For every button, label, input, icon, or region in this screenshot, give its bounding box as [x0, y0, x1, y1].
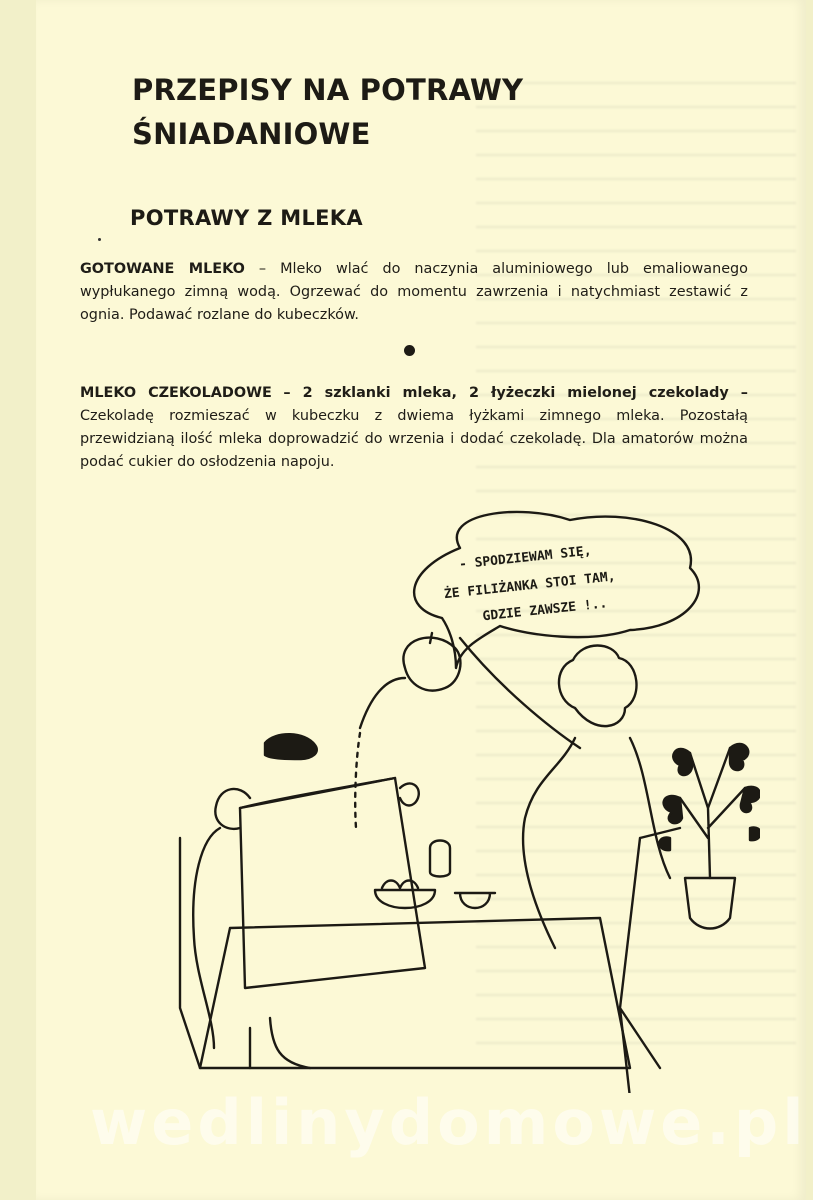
page-title	[132, 68, 523, 156]
bullet-separator	[404, 345, 415, 356]
bread-bowl	[375, 881, 435, 909]
recipe-ingredients: 2 szklanki mleka, 2 łyżeczki mielonej czekolady	[302, 385, 729, 401]
woman-hair	[559, 646, 637, 727]
title-line-2: ŚNIADANIOWE	[132, 117, 371, 151]
chair	[620, 828, 680, 1093]
milk-jug	[430, 841, 450, 877]
speech-line-1: - SPODZIEWAM SIĘ,	[458, 543, 593, 573]
recipe-mleko-czekoladowe: MLEKO CZEKOLADOWE – 2 szklanki mleka, 2 łyżeczki mielonej czekolady – Czekoladę rozmieszać w kubeczku z dwiema łyżkami zimnego mleka. Pozostałą przewidzianą ilość mleka doprowadzić do wrzenia i dodać czekoladę. Dla amatorów można podać cukier do osłodzenia napoju.	[80, 385, 748, 470]
watermark: wedlinydomowe.pl	[90, 1086, 808, 1159]
recipe-gotowane-mleko: GOTOWANE MLEKO – Mleko wlać do naczynia aluminiowego lub emaliowanego wypłukanego zimną wodą. Ogrzewać do momentu zawrzenia i natychmiast zestawić z ognia. Podawać rozlane do kubeczków.	[80, 261, 748, 323]
recipe-text: Mleko wlać do naczynia aluminiowego lub emaliowanego wypłukanego zimną wodą. Ogrzewać do momentu zawrzenia i natychmiast zestawić z ognia. Podawać rozlane do kubeczków.	[80, 261, 748, 323]
speech-line-2: ŻE FILIŻANKA STOI TAM,	[443, 569, 617, 603]
ink-speck	[98, 238, 101, 241]
breakfast-cartoon-illustration	[160, 508, 760, 1093]
section-title: POTRAWY Z MLEKA	[130, 206, 363, 230]
recipe-text: Czekoladę rozmieszać w kubeczku z dwiema łyżkami zimnego mleka. Pozostałą przewidzianą ilość mleka doprowadzić do wrzenia i dodać czekoladę. Dla amatorów można podać cukier do osłodzenia napoju.	[80, 408, 748, 470]
table	[200, 918, 630, 1068]
teapot	[360, 633, 460, 728]
title-line-1: PRZEPISY NA POTRAWY	[132, 73, 524, 107]
recipe-name: MLEKO CZEKOLADOWE	[80, 385, 272, 401]
plant-pot	[685, 878, 735, 929]
speech-line-3: GDZIE ZAWSZE !..	[481, 596, 609, 625]
man-head	[265, 734, 317, 759]
coffee-cup	[455, 893, 495, 908]
recipe-name: GOTOWANE MLEKO	[80, 261, 245, 277]
